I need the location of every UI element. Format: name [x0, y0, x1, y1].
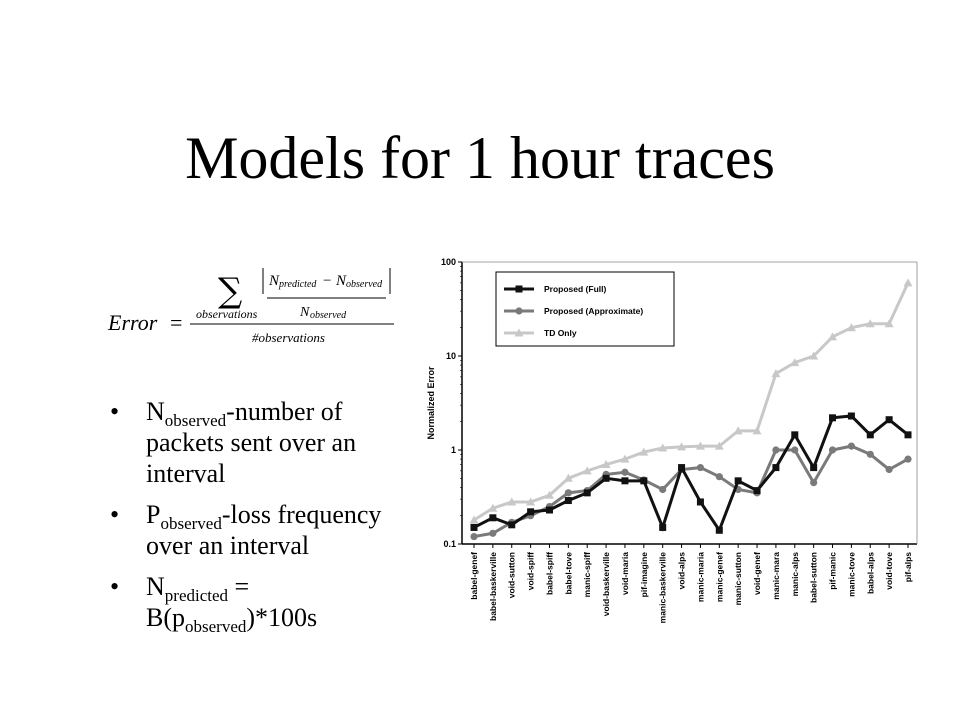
x-tick-label: babel-alps	[865, 552, 876, 595]
data-point-full	[489, 514, 496, 521]
data-point-full	[565, 497, 572, 504]
x-tick-label: pif-manic	[827, 552, 838, 590]
formula-equals: =	[170, 310, 183, 335]
data-point-full	[829, 414, 836, 421]
data-point-approximate	[470, 533, 477, 540]
formula-lhs: Error	[108, 310, 158, 335]
x-tick-label: manic-tove	[846, 552, 857, 597]
x-tick-label: void-sutton	[506, 552, 517, 599]
data-point-full	[527, 508, 534, 515]
bullet-text: -number of packets sent over an interval	[146, 397, 357, 488]
formula-den-sub: observed	[310, 310, 347, 321]
x-tick-label: manic-maria	[695, 552, 706, 603]
formula-nobs: N	[336, 273, 347, 289]
bullet-subscript: observed	[164, 411, 227, 430]
y-tick-label: 100	[440, 257, 456, 267]
chart-legend	[496, 272, 674, 346]
data-point-full	[772, 464, 779, 471]
data-point-approximate	[489, 530, 496, 537]
x-tick-label: manic-baskerville	[657, 552, 668, 624]
x-tick-label: manic-spiff	[582, 552, 593, 598]
data-point-full	[603, 475, 610, 482]
data-point-full	[640, 477, 647, 484]
bullet-subscript: observed	[160, 514, 222, 533]
data-point-approximate	[829, 446, 836, 453]
bullet-n-observed	[104, 396, 404, 489]
definition-list	[104, 396, 404, 643]
bullet-symbol: N	[146, 572, 165, 601]
data-point-full	[659, 524, 666, 531]
data-point-approximate	[791, 446, 798, 453]
data-point-approximate	[810, 479, 817, 486]
bullet-text: = B(p	[146, 572, 250, 632]
data-point-full	[791, 431, 798, 438]
bullet-subscript: predicted	[164, 586, 229, 605]
formula-denominator: #observations	[252, 330, 325, 345]
formula-sigma: ∑	[218, 271, 243, 311]
data-point-approximate	[886, 466, 893, 473]
data-point-full	[905, 431, 912, 438]
bullet-text: )*100s	[246, 603, 318, 632]
data-point-approximate	[716, 473, 723, 480]
formula-den-n: N	[300, 305, 310, 320]
x-tick-label: pif-imagine	[638, 552, 649, 598]
x-tick-label: babel-genef	[469, 552, 479, 600]
x-tick-label: void-maria	[619, 552, 630, 595]
data-point-full	[697, 498, 704, 505]
y-axis-label: Normalized Error	[426, 366, 436, 440]
data-point-td-only	[904, 278, 913, 286]
data-point-approximate	[867, 451, 874, 458]
bullet-text: -loss frequency over an interval	[146, 500, 382, 560]
x-tick-label: manic-sutton	[733, 552, 744, 606]
data-point-approximate	[697, 464, 704, 471]
series-line	[474, 446, 908, 536]
x-tick-label: void-baskerville	[601, 552, 612, 617]
x-tick-label: void-alps	[676, 552, 687, 590]
legend-marker	[516, 286, 523, 293]
data-point-full	[471, 524, 478, 531]
formula-nobs-sub: observed	[346, 279, 383, 290]
legend-label: TD Only	[544, 328, 577, 338]
x-tick-label: babel-tove	[563, 552, 574, 595]
formula-sum-under: observations	[196, 307, 258, 321]
normalized-error-chart	[420, 250, 930, 690]
legend-label: Proposed (Full)	[544, 284, 607, 294]
bullet-symbol: N	[146, 397, 165, 426]
data-point-full	[848, 412, 855, 419]
error-formula	[100, 258, 400, 348]
x-tick-label: manic-alps	[789, 552, 800, 597]
x-tick-label: babel-spiff	[544, 552, 555, 595]
data-point-full	[546, 506, 553, 513]
formula-minus: −	[323, 273, 332, 289]
data-point-full	[735, 477, 742, 484]
x-tick-label: babel-sutton	[808, 552, 819, 603]
x-tick-label: manic-mara	[770, 552, 781, 600]
data-point-full	[621, 477, 628, 484]
data-point-full	[886, 416, 893, 423]
formula-npred-sub: predicted	[279, 279, 317, 290]
data-point-approximate	[621, 469, 628, 476]
slide-title: Models for 1 hour traces	[185, 125, 775, 191]
x-tick-label: void-spiff	[525, 552, 536, 591]
x-tick-label: manic-genef	[714, 552, 725, 603]
bullet-n-predicted	[104, 571, 404, 636]
data-point-approximate	[772, 446, 779, 453]
data-point-full	[584, 489, 591, 496]
x-tick-label: void-genef	[752, 552, 763, 595]
data-point-approximate	[848, 443, 855, 450]
legend-label: Proposed (Approximate)	[544, 306, 644, 316]
data-point-full	[754, 487, 761, 494]
data-point-full	[810, 464, 817, 471]
x-tick-label: void-tove	[884, 552, 895, 590]
data-point-full	[678, 464, 685, 471]
y-tick-label: 1	[450, 445, 456, 455]
legend-marker	[515, 307, 522, 314]
data-point-full	[867, 431, 874, 438]
data-point-approximate	[659, 486, 666, 493]
formula-npred: N	[269, 273, 280, 289]
bullet-p-observed	[104, 499, 404, 561]
bullet-symbol: P	[146, 500, 161, 529]
data-point-approximate	[565, 489, 572, 496]
x-tick-label: babel-baskerville	[487, 552, 498, 621]
y-tick-label: 10	[445, 351, 456, 361]
y-tick-label: 0.1	[443, 539, 456, 549]
data-point-full	[716, 527, 723, 534]
bullet-subscript: observed	[185, 617, 247, 636]
data-point-approximate	[904, 456, 911, 463]
data-point-full	[508, 521, 515, 528]
x-tick-label: pif-alps	[903, 552, 913, 583]
